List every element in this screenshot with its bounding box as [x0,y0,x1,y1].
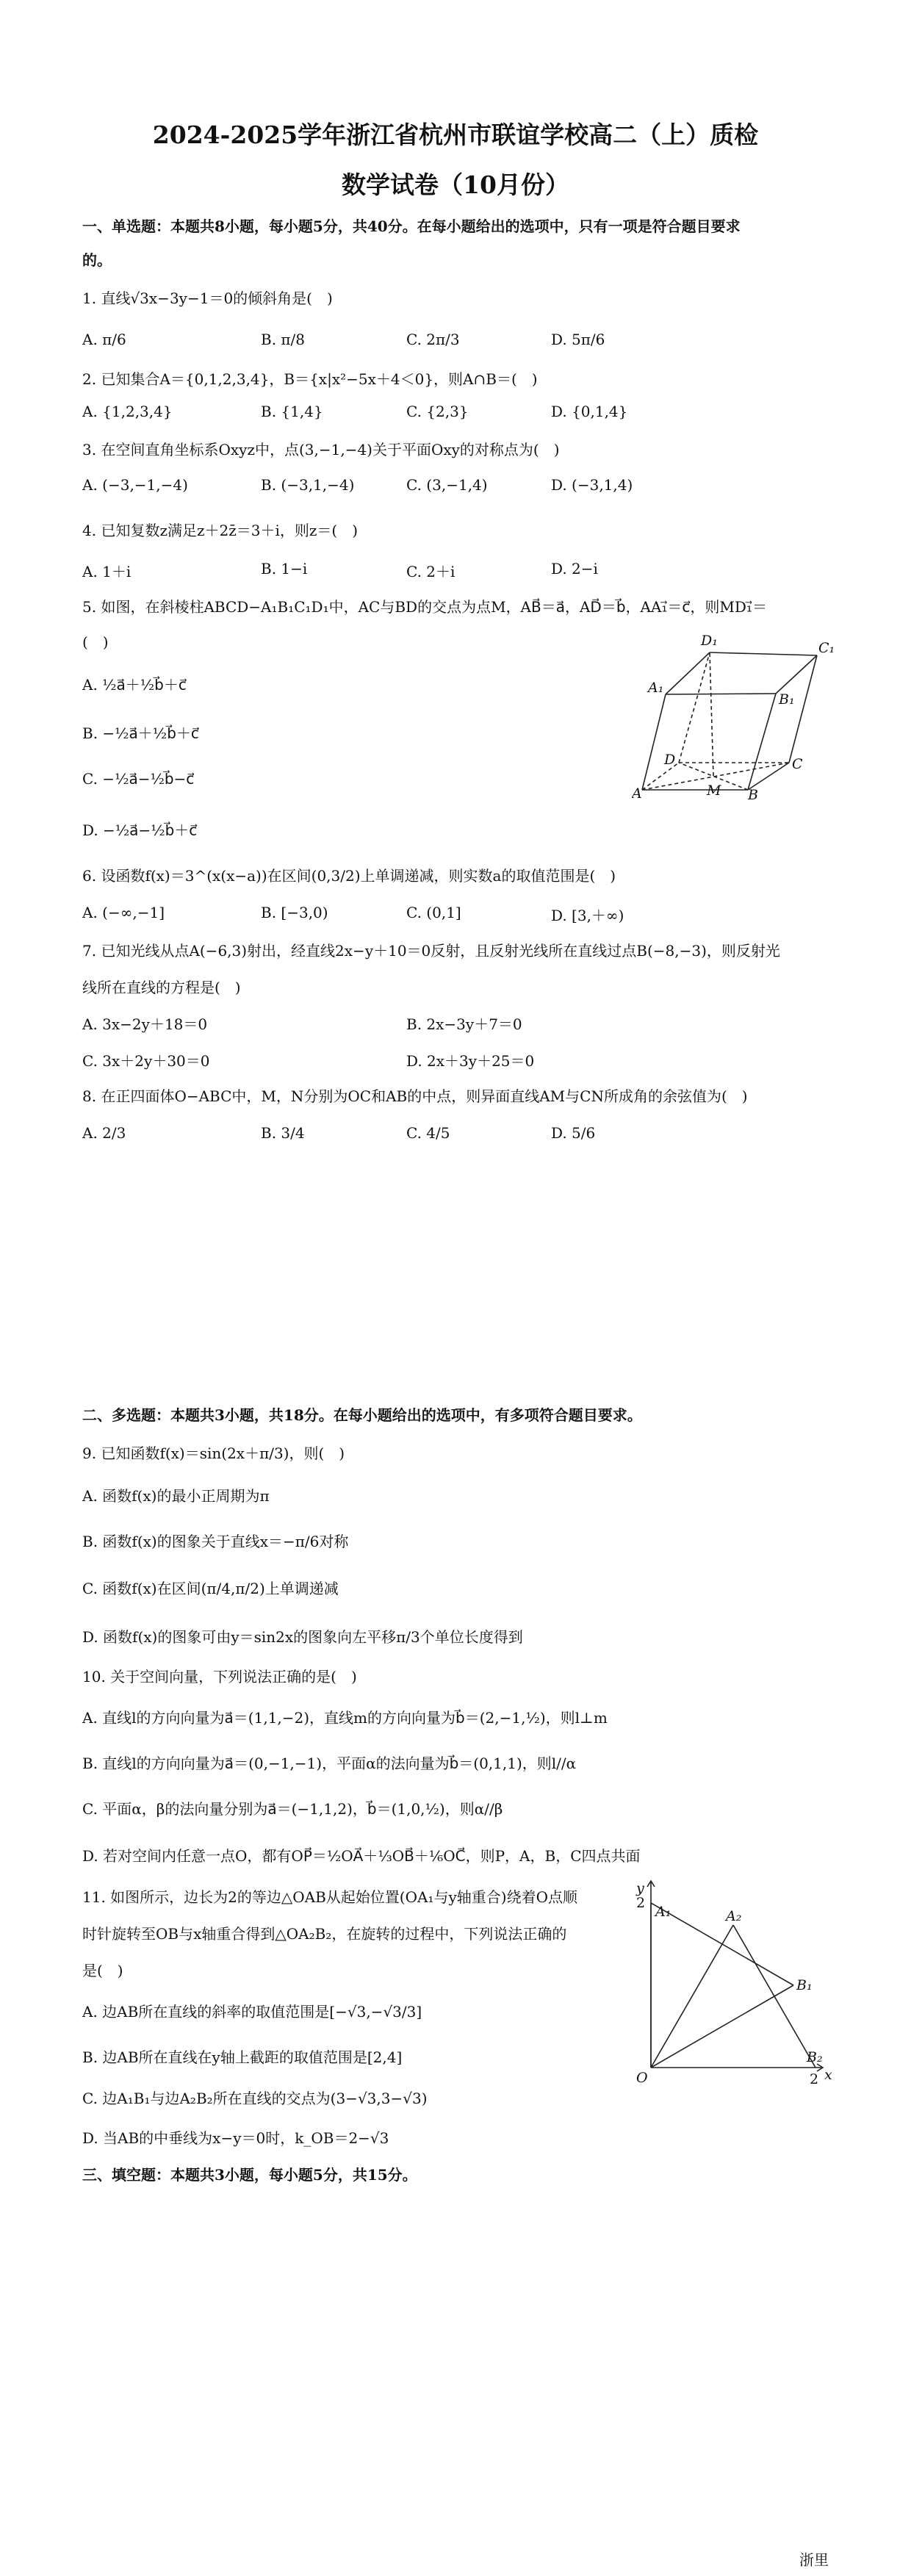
question-10-option-a[interactable]: A. 直线l的方向向量为a⃗＝(1,1,−2)，直线m的方向向量为b⃗＝(2,−1,½)，则l⊥m [82,1709,608,1727]
question-1-stem: 1. 直线√3x−3y−1＝0的倾斜角是( ) [82,289,333,307]
segment-oa2 [651,1925,733,2068]
question-6-option-b[interactable]: B. [−3,0) [261,904,328,921]
exam-title-line2: 数学试卷（10月份） [342,170,569,199]
section2-heading: 二、多选题：本题共3小题，共18分。在每小题给出的选项中，有多项符合题目要求。 [82,1406,642,1424]
prism-edge-d1c1 [710,652,817,655]
question-4-option-b[interactable]: B. 1−i [261,560,308,578]
question-10-option-b[interactable]: B. 直线l的方向向量为a⃗＝(0,−1,−1)，平面α的法向量为b⃗＝(0,1,1)，则l//α [82,1755,577,1772]
question-11-option-a[interactable]: A. 边AB所在直线的斜率的取值范围是[−√3,−√3/3] [82,2003,422,2021]
question-6-option-a[interactable]: A. (−∞,−1] [82,904,165,921]
section1-heading-line1: 一、单选题：本题共8小题，每小题5分，共40分。在每小题给出的选项中，只有一项是符合题目要求 [82,217,741,235]
label-a2: A₂ [726,1908,742,1924]
question-11-stem-line2: 时针旋转至OB与x轴重合得到△OA₂B₂，在旋转的过程中，下列说法正确的 [82,1925,567,1943]
question-9-option-d[interactable]: D. 函数f(x)的图象可由y＝sin2x的图象向左平移π/3个单位长度得到 [82,1628,523,1646]
prism-label-c1: C₁ [818,640,835,656]
question-6-option-c[interactable]: C. (0,1] [406,904,461,921]
rotating-triangle-figure [630,1872,836,2085]
y-tick-2: 2 [636,1895,646,1911]
question-2-option-b[interactable]: B. {1,4} [261,403,323,420]
question-7-stem-line1: 7. 已知光线从点A(−6,3)射出，经直线2x−y＋10＝0反射，且反射光线所在直线过点B(−8,−3)，则反射光 [82,942,780,960]
question-7-option-d[interactable]: D. 2x＋3y＋25＝0 [406,1052,535,1070]
question-8-stem: 8. 在正四面体O−ABC中，M，N分别为OC和AB的中点，则异面直线AM与CN所成角的余弦值为( ) [82,1087,748,1105]
question-4-option-a[interactable]: A. 1＋i [82,563,132,580]
question-7-option-b[interactable]: B. 2x−3y＋7＝0 [406,1015,522,1033]
prism-edge-cc1 [789,655,817,763]
question-4-option-c[interactable]: C. 2＋i [406,563,455,580]
question-5-option-a[interactable]: A. ½a⃗＋½b⃗＋c⃗ [82,676,187,694]
segment-ob1 [651,1985,793,2068]
question-9-option-c[interactable]: C. 函数f(x)在区间(π/4,π/2)上单调递减 [82,1580,339,1597]
question-5-option-d[interactable]: D. −½a⃗−½b⃗＋c⃗ [82,821,198,839]
question-1-option-d[interactable]: D. 5π/6 [551,331,605,348]
question-9-option-a[interactable]: A. 函数f(x)的最小正周期为π [82,1487,270,1505]
prism-label-d1: D₁ [701,633,718,649]
prism-edge-a1d1 [666,652,710,694]
question-2-option-a[interactable]: A. {1,2,3,4} [82,403,173,420]
question-5-option-c[interactable]: C. −½a⃗−½b⃗−c⃗ [82,770,195,788]
question-3-option-b[interactable]: B. (−3,1,−4) [261,476,355,494]
prism-edge-c1b1 [776,655,817,694]
segment-a2b2 [733,1925,815,2068]
question-5-stem-line2: ( ) [82,633,109,651]
prism-label-c: C [792,756,803,772]
question-10-option-c[interactable]: C. 平面α，β的法向量分别为a⃗＝(−1,1,2)，b⃗＝(1,0,½)，则α//β [82,1800,503,1818]
question-9-stem: 9. 已知函数f(x)＝sin(2x＋π/3)，则( ) [82,1444,345,1462]
origin-label: O [636,2070,648,2085]
prism-edge-aa1 [642,694,666,790]
prism-edge-dd1 [679,652,710,763]
question-7-option-c[interactable]: C. 3x＋2y＋30＝0 [82,1052,210,1070]
question-11-stem-line1: 11. 如图所示，边长为2的等边△OAB从起始位置(OA₁与y轴重合)绕着O点顺 [82,1888,577,1906]
question-6-stem: 6. 设函数f(x)＝3^(x(x−a))在区间(0,3/2)上单调递减，则实数a的取值范围是( ) [82,867,616,885]
prism-label-b1: B₁ [779,691,795,708]
question-11-stem-line3: 是( ) [82,1962,123,1979]
question-11-option-c[interactable]: C. 边A₁B₁与边A₂B₂所在直线的交点为(3−√3,3−√3) [82,2090,428,2107]
question-3-option-c[interactable]: C. (3,−1,4) [406,476,488,494]
question-5-option-b[interactable]: B. −½a⃗＋½b⃗＋c⃗ [82,724,199,742]
question-1-option-b[interactable]: B. π/8 [261,331,306,348]
question-8-option-c[interactable]: C. 4/5 [406,1124,450,1142]
prism-label-b: B [748,787,758,801]
prism-label-a: A [632,785,642,801]
prism-segment-md1 [710,652,713,776]
label-b1: B₁ [796,1977,813,1993]
page-footer: 浙里 [799,2551,829,2569]
x-tick-2: 2 [810,2071,819,2085]
question-9-option-b[interactable]: B. 函数f(x)的图象关于直线x＝−π/6对称 [82,1533,349,1550]
prism-figure [632,625,845,801]
label-b2: B₂ [807,2049,823,2065]
question-8-option-b[interactable]: B. 3/4 [261,1124,305,1142]
question-3-stem: 3. 在空间直角坐标系Oxyz中，点(3,−1,−4)关于平面Oxy的对称点为( ) [82,441,560,458]
question-7-option-a[interactable]: A. 3x−2y＋18＝0 [82,1015,208,1033]
question-3-option-a[interactable]: A. (−3,−1,−4) [82,476,188,494]
question-4-stem: 4. 已知复数z满足z＋2z̄＝3＋i，则z＝( ) [82,522,359,539]
question-7-stem-line2: 线所在直线的方程是( ) [82,979,241,996]
prism-label-a1: A₁ [648,680,664,696]
exam-title-line1: 2024-2025学年浙江省杭州市联谊学校高二（上）质检 [152,120,759,149]
section3-heading: 三、填空题：本题共3小题，每小题5分，共15分。 [82,2166,417,2184]
y-axis-label: y [636,1880,644,1896]
question-10-option-d[interactable]: D. 若对空间内任意一点O，都有OP⃗＝½OA⃗＋⅓OB⃗＋⅙OC⃗，则P，A，B，C四点共面 [82,1847,641,1865]
section1-heading-line2: 的。 [82,251,112,269]
question-4-option-d[interactable]: D. 2−i [551,560,598,578]
question-2-stem: 2. 已知集合A＝{0,1,2,3,4}，B＝{x|x²−5x＋4＜0}，则A∩B＝( ) [82,370,538,388]
prism-label-m: M [707,782,721,799]
question-8-option-a[interactable]: A. 2/3 [82,1124,126,1142]
label-a1: A₁ [655,1904,671,1920]
question-2-option-c[interactable]: C. {2,3} [406,403,469,420]
question-5-stem-line1: 5. 如图，在斜棱柱ABCD−A₁B₁C₁D₁中，AC与BD的交点为点M，AB⃗＝a⃗，AD⃗＝b⃗，AA₁⃗＝c⃗，则MD₁⃗＝ [82,598,767,616]
prism-label-d: D [664,752,676,768]
question-1-option-c[interactable]: C. 2π/3 [406,331,460,348]
question-11-option-b[interactable]: B. 边AB所在直线在y轴上截距的取值范围是[2,4] [82,2048,403,2066]
question-11-option-d[interactable]: D. 当AB的中垂线为x−y＝0时，k_OB＝2−√3 [82,2129,389,2147]
question-3-option-d[interactable]: D. (−3,1,4) [551,476,633,494]
question-6-option-d[interactable]: D. [3,＋∞) [551,907,624,924]
question-8-option-d[interactable]: D. 5/6 [551,1124,596,1142]
question-1-option-a[interactable]: A. π/6 [82,331,126,348]
question-2-option-d[interactable]: D. {0,1,4} [551,403,628,420]
prism-edge-bb1 [748,694,776,790]
x-axis-label: x [824,2067,832,2083]
question-10-stem: 10. 关于空间向量，下列说法正确的是( ) [82,1668,357,1685]
